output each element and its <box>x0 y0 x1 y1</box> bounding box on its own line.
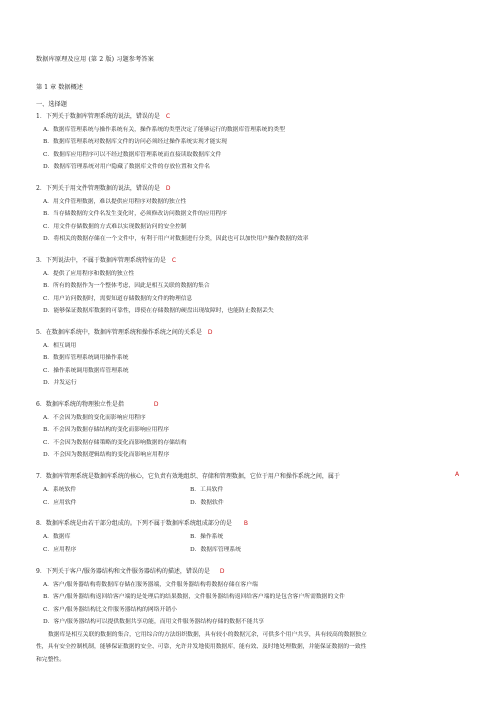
option: C．客户/服务器结构比文件服务器结构的网络开销小 <box>43 607 177 613</box>
option: A．相互调用 <box>43 343 77 349</box>
option: C．数据库应用程序可以不经过数据库管理系统而直接读取数据库文件 <box>43 152 222 158</box>
option: D．数据软件 <box>190 500 224 506</box>
option: C．应用程序 <box>43 547 77 553</box>
question-stem: 8．数据库系统是由若干部分组成的。下列不属于数据库系统组成部分的是 B <box>36 520 248 527</box>
option: C．操作系统调用数据库管理系统 <box>43 368 129 374</box>
question-stem: 9．下列关于客户/服务器结构和文件服务器结构的描述，错误的是 D <box>36 568 225 575</box>
option: A．提供了应用程序和数据的独立性 <box>43 271 135 277</box>
option: B．工具软件 <box>190 487 224 493</box>
option: C．用户访问数据时，需要知道存储数据的文件的物理信息 <box>43 296 193 302</box>
question-stem: 7．数据库管理系统是数据库系统的核心，它负责有效地组织、存储和管理数据，它位于用户和操作系统之间，属于 <box>36 473 340 480</box>
option: B．数据库管理系统调用操作系统 <box>43 355 129 361</box>
answer-mark: C <box>171 257 177 264</box>
option: B．当存储数据的文件名发生变化时，必须修改访问数据文件的应用程序 <box>43 211 227 217</box>
option: A．数据库 <box>43 534 71 540</box>
option: A．不会因为数据的变化而影响应用程序 <box>43 415 146 421</box>
option: D．并发运行 <box>43 380 77 386</box>
section-heading: 一、选择题 <box>36 101 67 108</box>
explanation-line: 数据库是相互关联的数据的集合，它用综合的方法组织数据，具有较小的数据冗余，可供多个用户共享，具有较高的数据独立 <box>48 632 367 638</box>
option: A．系统软件 <box>43 487 77 493</box>
question-stem: 6．数据库系统的物理独立性是指 D <box>36 401 159 408</box>
document-title: 数据库原理及应用 (第 2 版) 习题参考答案 <box>36 56 154 63</box>
option: C．不会因为数据存储策略的变化而影响数据的存储结构 <box>43 440 187 446</box>
answer-mark: D <box>219 568 225 575</box>
option: B．数据库管理系统对数据库文件的访问必须经过操作系统实现才能实现 <box>43 139 227 145</box>
question-stem: 1．下列关于数据库管理系统的说法，错误的是 C <box>36 113 171 120</box>
option: A．数据库管理系统与操作系统有关，操作系统的类型决定了能够运行的数据库管理系统的类型 <box>43 127 285 133</box>
explanation-line: 性，具有安全控制机制，能够保证数据的安全、可靠，允许并发地使用数据库，能有效、及时地处理数据，并能保证数据的一致性 <box>36 644 367 650</box>
answer-mark: C <box>165 113 171 120</box>
answer-mark: D <box>207 329 213 336</box>
option: C．应用软件 <box>43 500 77 506</box>
option: D．客户/服务器结构可以提供数据共享功能，而用文件服务器结构存储的数据不能共享 <box>43 619 265 625</box>
answer-mark: D <box>153 401 159 408</box>
option: B．不会因为数据存储结构的变化而影响应用程序 <box>43 427 169 433</box>
option: B．客户/服务器结构返回给客户端的是处理后的结果数据，文件服务器结构返回给客户端的是包含客户所需数据的文件 <box>43 594 345 600</box>
answer-mark: B <box>243 520 248 527</box>
option: A．客户/服务器结构将数据库存储在服务器端，文件服务器结构将数据存储在客户端 <box>43 582 258 588</box>
option: D．数据库管理系统对用户隐藏了数据库文件的存放位置和文件名 <box>43 164 210 170</box>
answer-mark: A <box>455 471 460 478</box>
chapter-heading: 第 1 章 数据概述 <box>36 84 83 91</box>
option: A．用文件管理数据，难以提供应用程序对数据的独立性 <box>43 199 187 205</box>
question-stem: 3．下列说法中，不属于数据库管理系统特征的是 C <box>36 257 177 264</box>
option: D．将相关的数据存储在一个文件中，有利于用户对数据进行分类，因此也可以加快用户操作数据的效率 <box>43 236 309 242</box>
question-stem: 2．下列关于用文件管理数据的说法，错误的是 D <box>36 185 171 192</box>
answer-mark: D <box>165 185 171 192</box>
option: C．用文件存储数据的方式难以实现数据访问的安全控制 <box>43 224 187 230</box>
option: B．所有的数据作为一个整体考虑，因此是相互关联的数据的集合 <box>43 283 210 289</box>
option: D．数据库管理系统 <box>190 547 242 553</box>
option: D．能够保证数据库数据的可靠性，即使在存储数据的硬盘出现故障时，也能防止数据丢失 <box>43 308 274 314</box>
question-stem: 5．在数据库系统中，数据库管理系统和操作系统之间的关系是 D <box>36 329 213 336</box>
option: B．操作系统 <box>190 534 224 540</box>
option: D．不会因为数据逻辑结构的变化而影响应用程序 <box>43 452 170 458</box>
explanation-line: 和完整性。 <box>36 657 65 663</box>
